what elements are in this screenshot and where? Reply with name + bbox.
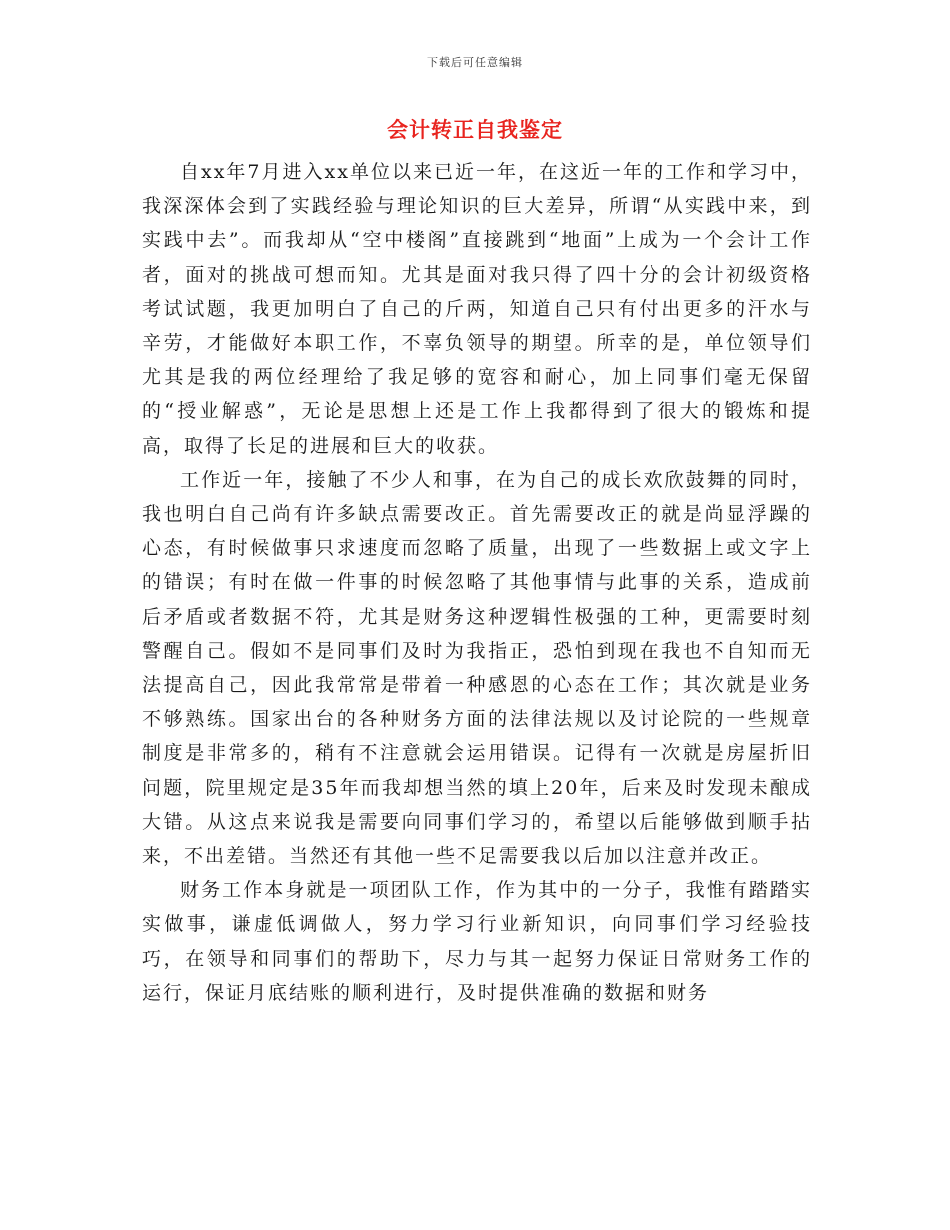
paragraph-1: 自xx年7月进入xx单位以来已近一年，在这近一年的工作和学习中，我深深体会到了实践经验与理论知识的巨大差异，所谓“从实践中来，到实践中去”。而我却从“空中楼阁”直接跳到“地面”上成为一个会计工作者，面对的挑战可想而知。尤其是面对我只得了四十分的会计初级资格考试试题，我更加明白了自己的斤两，知道自己只有付出更多的汗水与辛劳，才能做好本职工作，不辜负领导的期望。所幸的是，单位领导们尤其是我的两位经理给了我足够的宽容和耐心，加上同事们毫无保留的“授业解惑”，无论是思想上还是工作上我都得到了很大的锻炼和提高，取得了长足的进展和巨大的收获。 [142,161,812,457]
document-title: 会计转正自我鉴定 [387,117,563,142]
paragraph-2: 工作近一年，接触了不少人和事，在为自己的成长欢欣鼓舞的同时，我也明白自己尚有许多缺点需要改正。首先需要改正的就是尚显浮躁的心态，有时候做事只求速度而忽略了质量，出现了一些数据上或文字上的错误；有时在做一件事的时候忽略了其他事情与此事的关系，造成前后矛盾或者数据不符，尤其是财务这种逻辑性极强的工种，更需要时刻警醒自己。假如不是同事们及时为我指正，恐怕到现在我也不自知而无法提高自己，因此我常常是带着一种感恩的心态在工作；其次就是业务不够熟练。国家出台的各种财务方面的法律法规以及讨论院的一些规章制度是非常多的，稍有不注意就会运用错误。记得有一次就是房屋折旧问题，院里规定是35年而我却想当然的填上20年，后来及时发现未酿成大错。从这点来说我是需要向同事们学习的，希望以后能够做到顺手拈来，不出差错。当然还有其他一些不足需要我以后加以注意并改正。 [142,468,812,868]
document-body [142,155,812,1010]
paragraph-3: 财务工作本身就是一项团队工作，作为其中的一分子，我惟有踏踏实实做事，谦虚低调做人，努力学习行业新知识，向同事们学习经验技巧，在领导和同事们的帮助下，尽力与其一起努力保证日常财务工作的运行，保证月底结账的顺利进行，及时提供准确的数据和财务 [142,879,812,1004]
header-note: 下载后可任意编辑 [427,56,523,69]
